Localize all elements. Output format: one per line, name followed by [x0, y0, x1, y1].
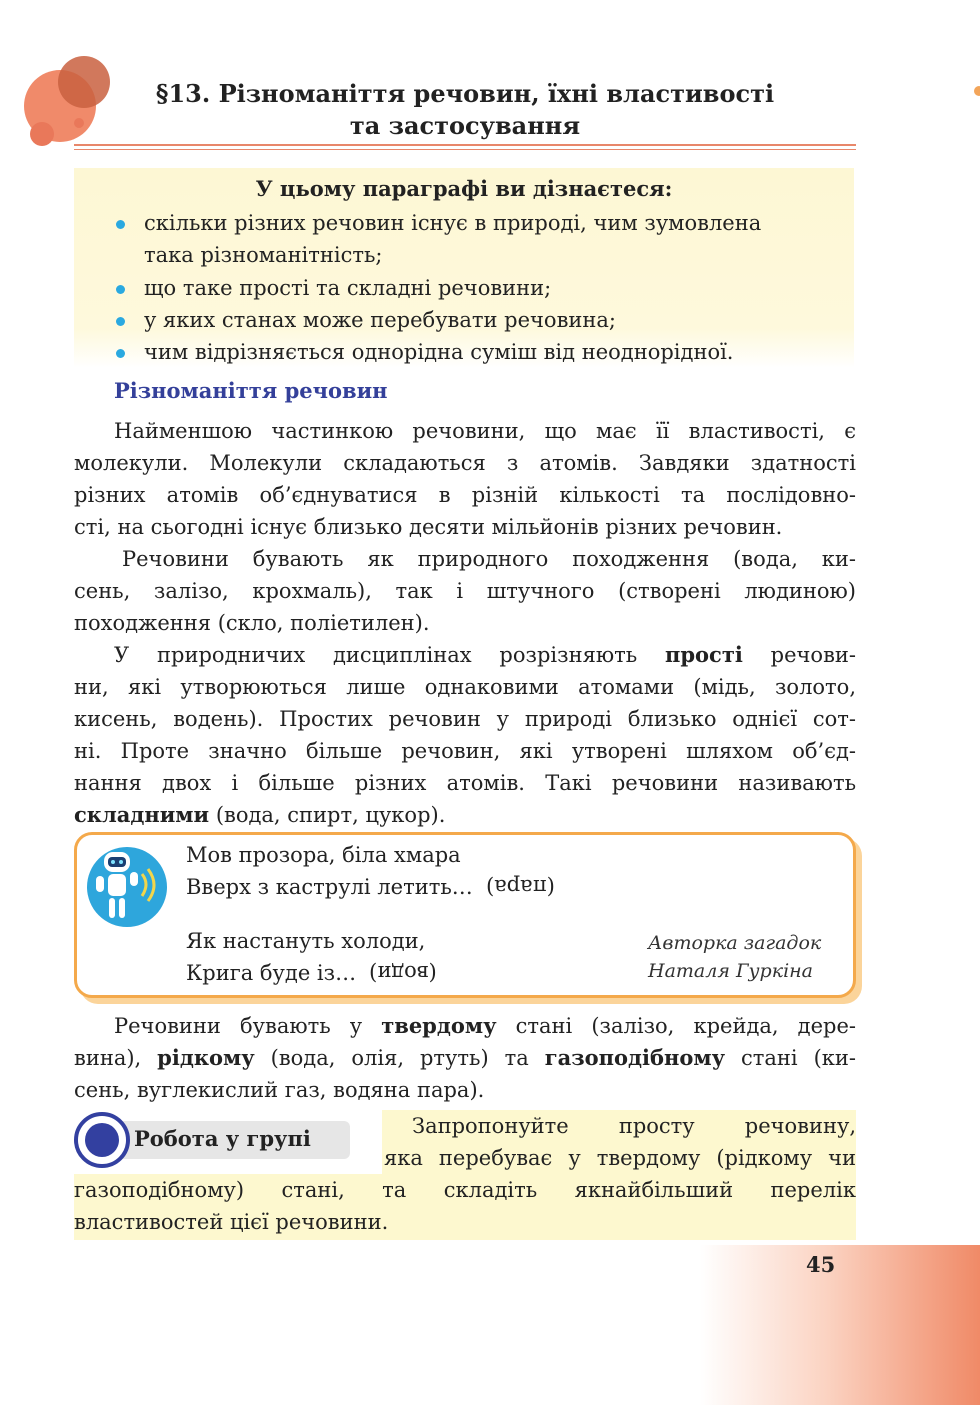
riddle-2-line-1: Як настануть холоди, [186, 929, 426, 953]
riddle-2-line-2 [186, 961, 437, 985]
title-line-2: та застосування [349, 111, 581, 140]
riddle-2-answer: (води) [369, 961, 438, 985]
text: Найменшою частинкою речовини, що має її властивості, є [114, 419, 856, 443]
term-complex: складними [74, 802, 210, 827]
paragraph-line: сень, вуглекислий газ, водяна пара). [74, 1078, 485, 1102]
paragraph-line: різних атомів об’єднуватися в різній кількості та послідовно- [74, 483, 856, 507]
paragraph-line [74, 799, 856, 831]
group-work-icon [74, 1112, 130, 1168]
paragraph-line [74, 1042, 856, 1074]
paragraph-line: ни, які утворюються лише однаковими атомами (мідь, золото, [74, 675, 856, 699]
term-gaseous: газоподібному [544, 1045, 726, 1070]
group-task-line: властивостей цієї речовини. [74, 1210, 389, 1234]
text: Речовини бувають у [114, 1014, 382, 1038]
paragraph-line [74, 415, 856, 447]
paragraph-line [74, 1010, 856, 1042]
decor-circle-small [30, 122, 54, 146]
riddle-1-line-2 [186, 875, 555, 899]
group-task-line: яка перебуває у твердому (рідкому чи [384, 1146, 856, 1170]
title-rule [74, 144, 856, 146]
learning-goal-item: скільки різних речовин існує в природі, чим зумовлена [144, 211, 762, 235]
corner-gradient [700, 1245, 980, 1405]
paragraph-line: кисень, водень). Простих речовин у природі близько однієї сот- [74, 707, 856, 731]
term-liquid: рідкому [157, 1045, 255, 1070]
bullet-icon [116, 349, 125, 358]
group-task-line: газоподібному) стані, та складіть якнайбільший перелік [74, 1178, 856, 1202]
robot-icon [82, 842, 168, 928]
paragraph-line: походження (скло, поліетилен). [74, 611, 430, 635]
term-simple: прості [665, 642, 743, 667]
section-heading: Різноманіття речовин [114, 378, 388, 403]
learning-goal-item: що таке прості та складні речовини; [144, 276, 552, 300]
text: Вверх з каструлі летить… [186, 875, 473, 899]
paragraph-line: сті, на сьогодні існує близько десяти мільйонів різних речовин. [74, 515, 783, 539]
learning-goal-item-cont: така різноманітність; [144, 243, 383, 267]
learning-goal-item: чим відрізняється однорідна суміш від неоднорідної. [144, 340, 734, 364]
page-number: 45 [806, 1252, 836, 1277]
riddle-1-answer: (пара) [486, 875, 555, 899]
learning-goals-heading: У цьому параграфі ви дізнаєтеся: [255, 176, 673, 201]
decor-edge-dot [974, 86, 980, 96]
text: (вода, олія, ртуть) та [254, 1046, 545, 1070]
riddle-author-line-2: Наталя Гуркіна [648, 960, 813, 982]
text: Речовини бувають як природного походження (вода, ки- [122, 547, 856, 571]
paragraph-line: ні. Проте значно більше речовин, які утворені шляхом об’єд- [74, 739, 856, 763]
term-solid: твердому [381, 1013, 497, 1038]
text: (вода, спирт, цукор). [209, 803, 446, 827]
bullet-icon [116, 220, 125, 229]
title-rule-thin [74, 149, 856, 150]
text: вина), [74, 1046, 158, 1070]
paragraph-line: молекули. Молекули складаються з атомів. Завдяки здатності [74, 451, 856, 475]
group-work-label: Робота у групі [134, 1126, 311, 1151]
group-task-line [384, 1110, 856, 1142]
text: Запропонуйте просту речовину, [412, 1114, 856, 1138]
paragraph-line [74, 543, 856, 575]
learning-goal-item: у яких станах може перебувати речовина; [144, 308, 616, 332]
riddle-author-line-1: Авторка загадок [648, 932, 822, 954]
text: стані (ки- [725, 1046, 856, 1070]
page-title [100, 78, 830, 142]
paragraph-line [74, 639, 856, 671]
text: речови- [742, 643, 856, 667]
text: У природничих дисциплінах розрізняють [114, 643, 665, 667]
bullet-icon [116, 317, 125, 326]
title-line-1: §13. Різноманіття речовин, їхні властивості [155, 79, 775, 108]
bullet-icon [116, 285, 125, 294]
paragraph-line: нання двох і більше різних атомів. Такі речовини називають [74, 771, 856, 795]
riddle-1-line-1: Мов прозора, біла хмара [186, 843, 461, 867]
text: Крига буде із… [186, 961, 357, 985]
decor-circle-tiny [74, 118, 84, 128]
text: стані (залізо, крейда, дере- [496, 1014, 856, 1038]
paragraph-line: сень, залізо, крохмаль), так і штучного (створені людиною) [74, 579, 856, 603]
